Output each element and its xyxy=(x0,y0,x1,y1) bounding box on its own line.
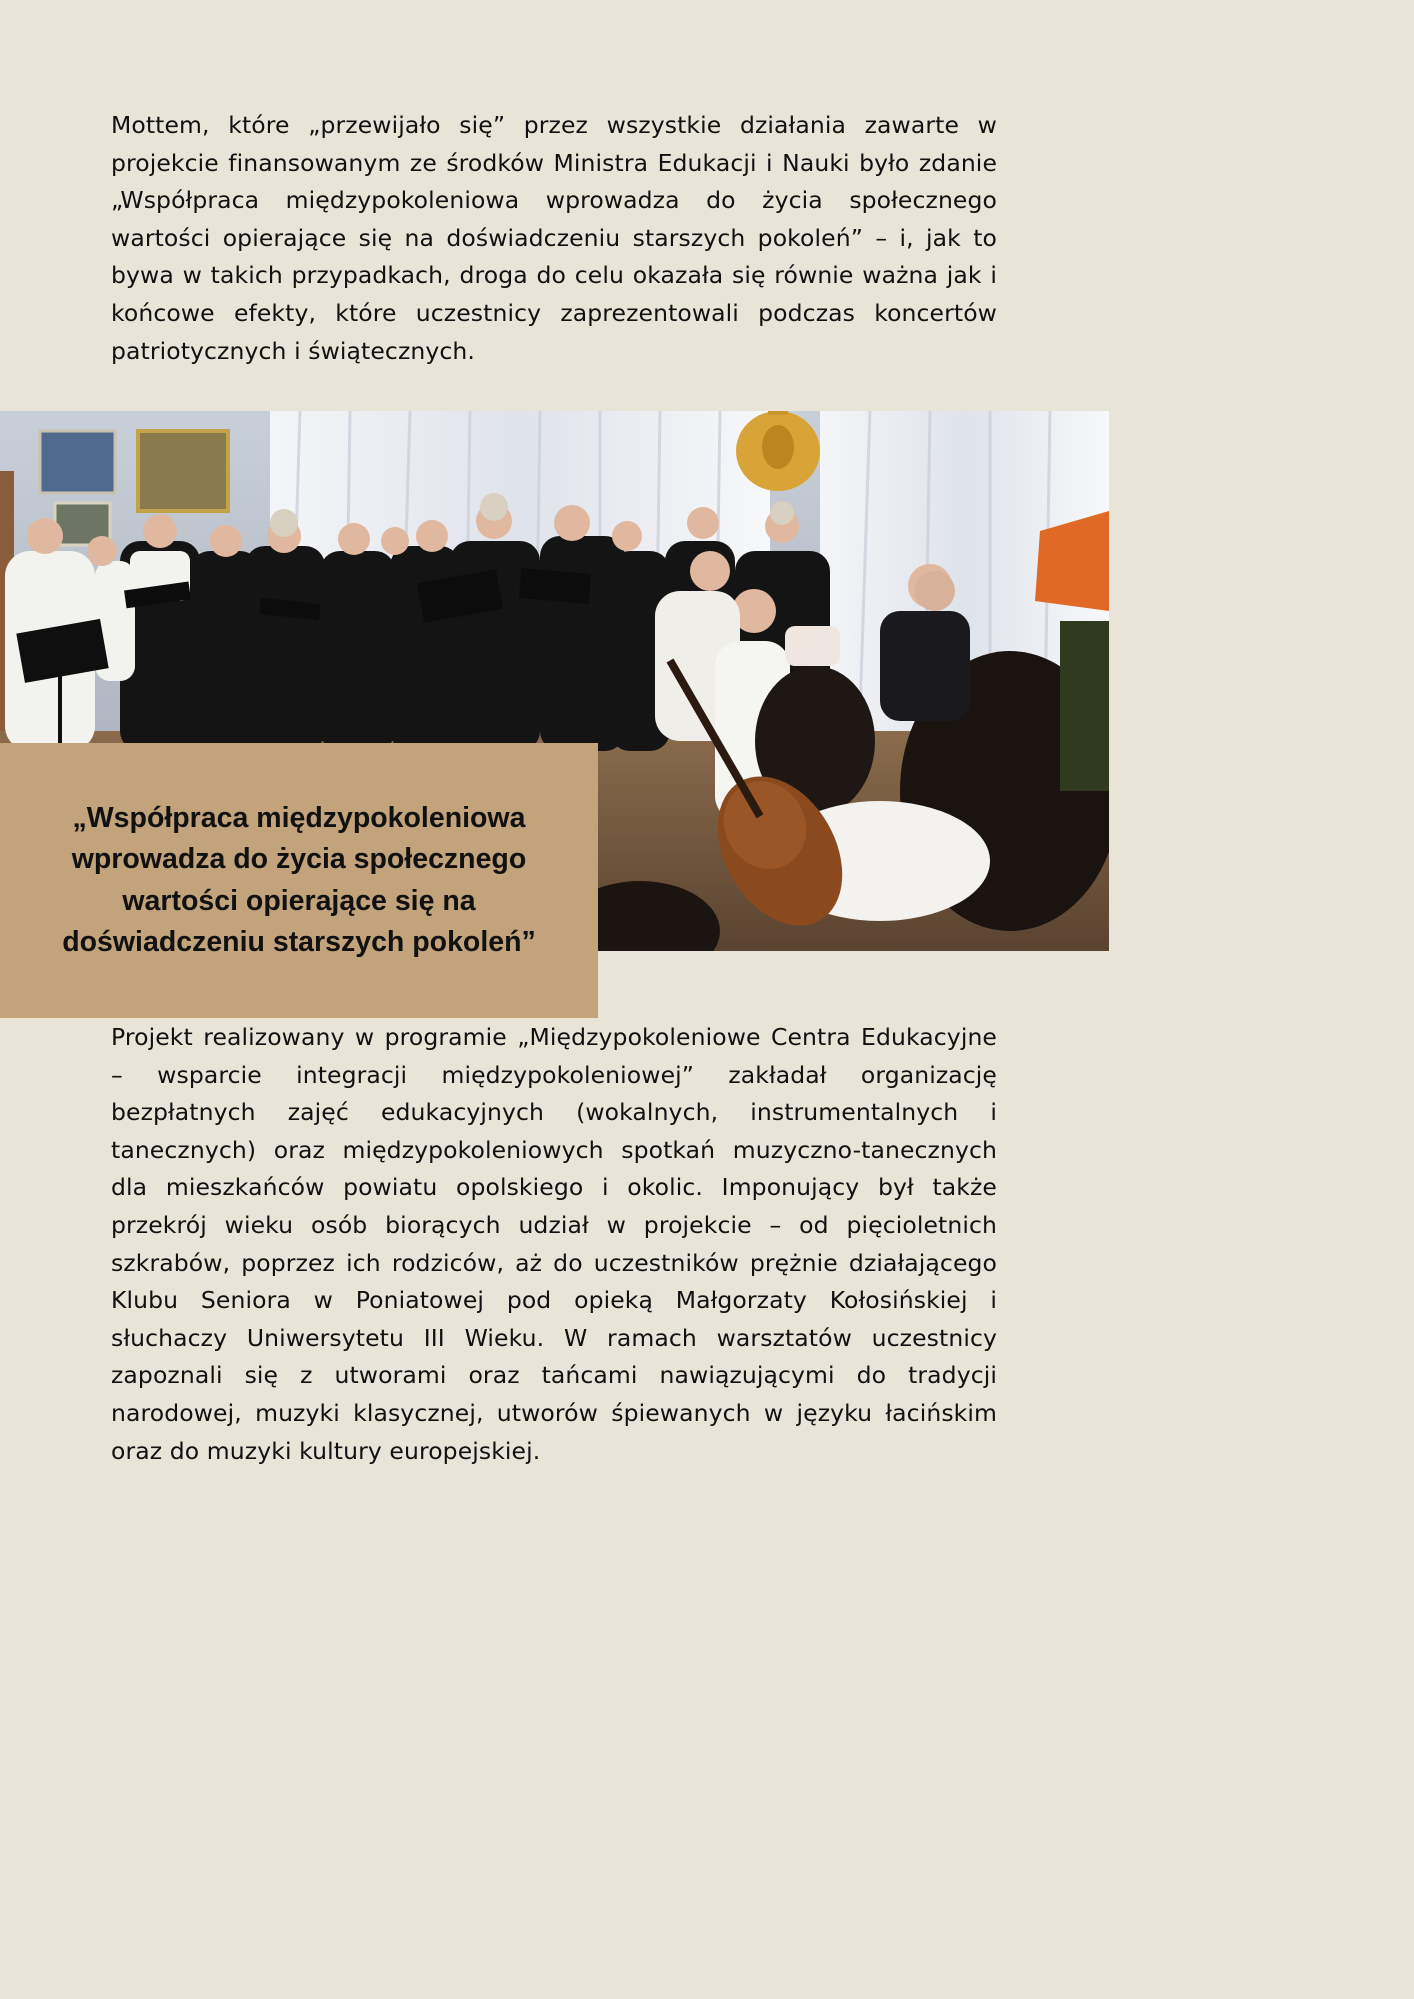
project-description-paragraph: Projekt realizowany w programie „Międzypokoleniowe Centra Edukacyjne – wsparcie integracji międzypokoleniowej” zakładał organizację bezpłatnych zajęć edukacyjnych (wokalnych, instrumentalnych i tanecznych) oraz międzypokoleniowych spotkań muzyczno-tanecznych dla mieszkańców powiatu opolskiego i okolic. Imponujący był także przekrój wieku osób biorących udział w projekcie – od pięcioletnich szkrabów, poprzez ich rodziców, aż do uczestników prężnie działającego Klubu Seniora w Poniatowej pod opieką Małgorzaty Kołosińskiej i słuchaczy Uniwersytetu III Wieku. W ramach warsztatów uczestnicy zapoznali się z utworami oraz tańcami nawiązującymi do tradycji narodowej, muzyki klasycznej, utworów śpiewanych w języku łacińskim oraz do muzyki kultury europejskiej. xyxy=(111,1023,997,1465)
pull-quote-box xyxy=(0,743,598,1018)
pull-quote: „Współpraca międzypokoleniowa wprowadza do życia społecznego wartości opierające się na doświadczeniu starszych pokoleń” xyxy=(62,801,536,958)
intro-paragraph: Mottem, które „przewijało się” przez wszystkie działania zawarte w projekcie finansowanym ze środków Ministra Edukacji i Nauki było zdanie „Współpraca międzypokoleniowa wprowadza do życia społecznego wartości opierające się na doświadczeniu starszych pokoleń” – i, jak to bywa w takich przypadkach, droga do celu okazała się równie ważna jak i końcowe efekty, które uczestnicy zaprezentowali podczas koncertów patriotycznych i świątecznych. xyxy=(111,111,997,365)
